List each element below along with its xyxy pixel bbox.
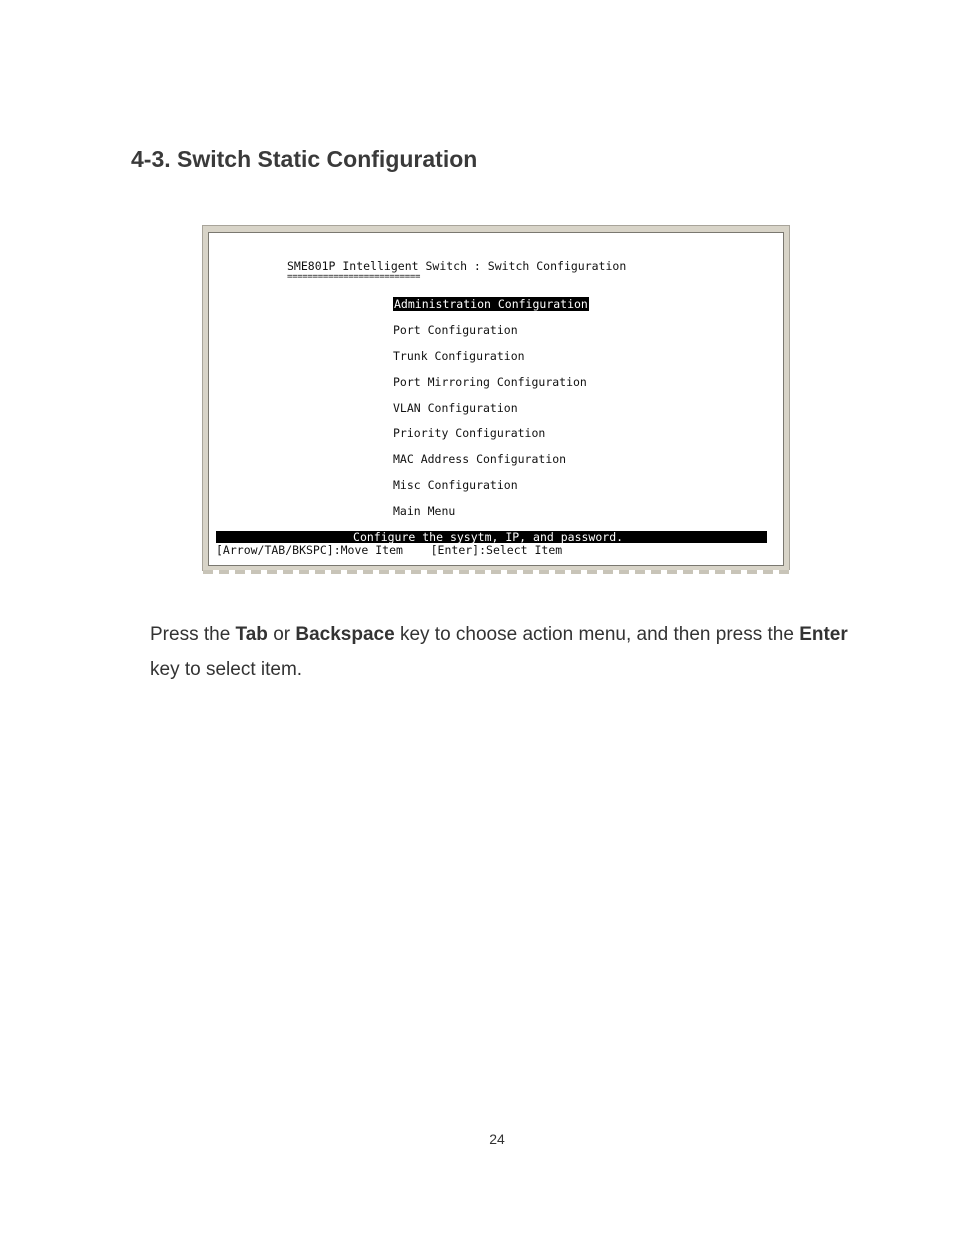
menu-item-vlan-configuration[interactable]: VLAN Configuration	[393, 401, 518, 415]
terminal-status-bar: Configure the sysytm, IP, and password._	[216, 531, 767, 543]
menu-item-administration-configuration[interactable]: Administration Configuration	[394, 297, 588, 311]
instruction-text: key to choose action menu, and then press the	[394, 624, 800, 645]
page-number: 24	[489, 1131, 505, 1147]
instruction-text: Press the	[150, 624, 236, 645]
tab-key-label: Tab	[235, 624, 268, 645]
menu-item-trunk-configuration[interactable]: Trunk Configuration	[393, 349, 525, 363]
terminal-screenshot	[202, 225, 790, 571]
menu-item-port-configuration[interactable]: Port Configuration	[393, 323, 518, 337]
menu-item-port-mirroring-configuration[interactable]: Port Mirroring Configuration	[393, 375, 587, 389]
menu-item-priority-configuration[interactable]: Priority Configuration	[393, 426, 546, 440]
terminal-title-underline: ==========================	[287, 272, 421, 282]
instruction-text: or	[267, 624, 296, 645]
instruction-paragraph	[150, 617, 870, 687]
enter-key-label: Enter	[799, 624, 848, 645]
terminal-title: SME801P Intelligent Switch : Switch Configuration	[287, 259, 627, 273]
menu-item-mac-address-configuration[interactable]: MAC Address Configuration	[393, 452, 567, 466]
terminal-key-hints: [Arrow/TAB/BKSPC]:Move Item [Enter]:Select Item	[216, 543, 563, 557]
backspace-key-label: Backspace	[295, 624, 395, 645]
instruction-text: key to select item.	[150, 659, 303, 680]
screenshot-bottom-edge	[203, 570, 791, 574]
section-heading: 4-3. Switch Static Configuration	[131, 146, 478, 172]
terminal-screen	[208, 232, 784, 566]
menu-item-main-menu[interactable]: Main Menu	[393, 504, 456, 518]
menu-item-misc-configuration[interactable]: Misc Configuration	[393, 478, 518, 492]
